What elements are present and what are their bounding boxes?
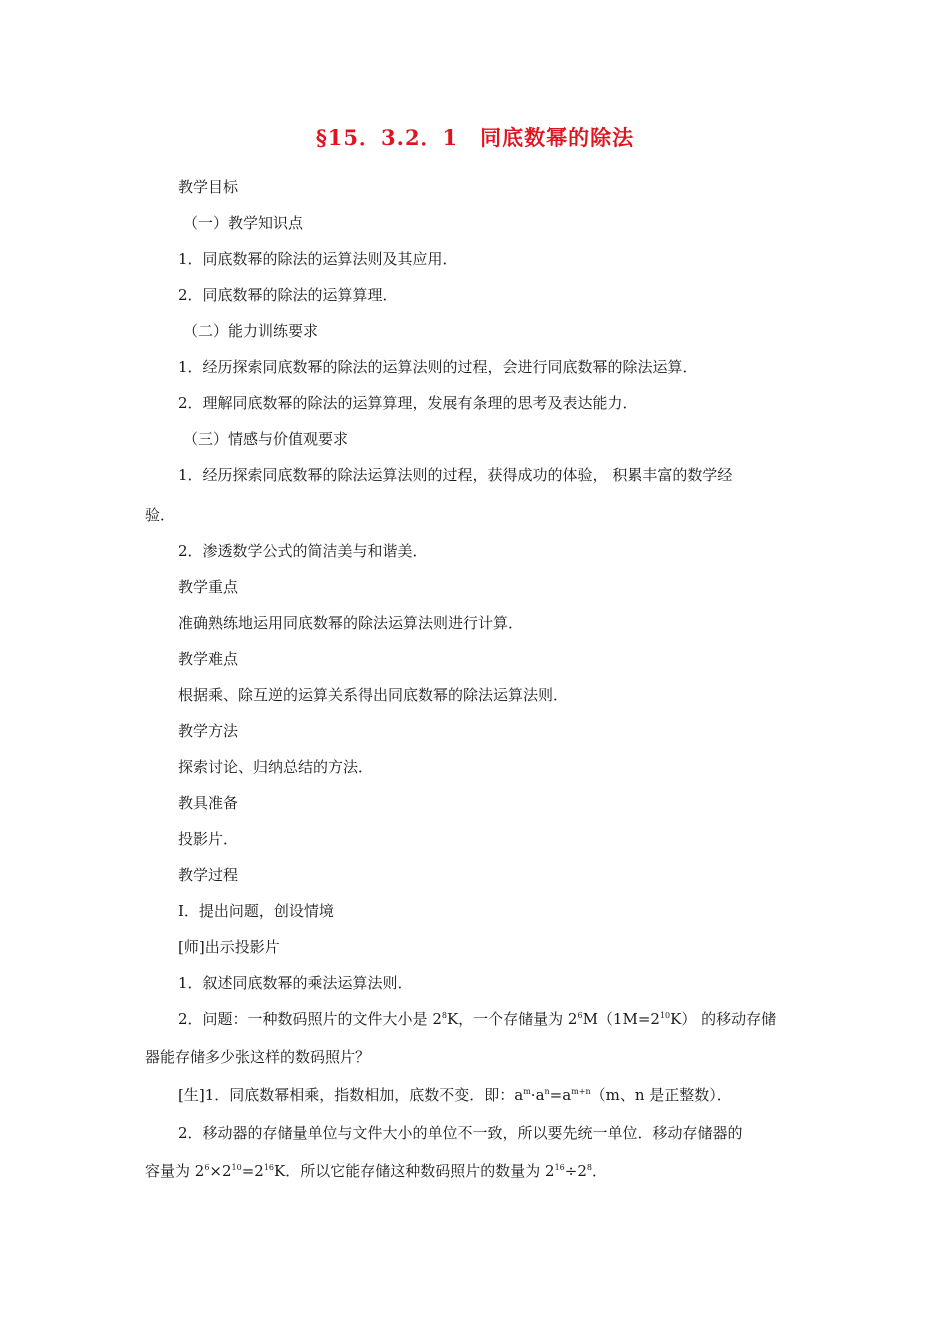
text-run: =a [549,1086,572,1104]
paragraph-line: 根据乘、除互逆的运算关系得出同底数幂的除法运算法则． [178,686,569,704]
subsection-heading: （二）能力训练要求 [183,322,319,340]
text-run: K） 的移动存储 [670,1010,777,1028]
paragraph-line: 器能存储多少张这样的数码照片？ [145,1048,371,1066]
text-run: ·a [530,1086,545,1104]
paragraph-line: 验． [145,506,176,524]
text-run: 容量为 2 [145,1162,205,1180]
list-item: 2．理解同底数幂的除法的运算算理，发展有条理的思考及表达能力． [178,394,638,412]
step-heading: Ⅰ．提出问题，创设情境 [178,902,334,920]
exponent: 16 [554,1163,565,1172]
exponent: 6 [577,1011,583,1020]
text-run: 2．问题：一种数码照片的文件大小是 2 [178,1010,442,1028]
exponent: 16 [263,1163,275,1172]
text-run: ×2 [209,1162,232,1180]
paragraph-line: [师]出示投影片 [178,938,280,956]
exponent: 10 [231,1163,242,1172]
section-heading: 教学目标 [178,178,239,196]
section-heading: 教学过程 [178,866,239,884]
list-item: 1．经历探索同底数幂的除法的运算法则的过程，会进行同底数幂的除法运算． [178,358,698,376]
list-item: 2．渗透数学公式的简洁美与和谐美． [178,542,428,560]
paragraph-line: 探索讨论、归纳总结的方法． [178,758,374,776]
document-title: §15．3.2．1 同底数幂的除法 [315,125,635,150]
paragraph-line: 准确熟练地运用同底数幂的除法运算法则进行计算． [178,614,524,632]
section-heading: 教学难点 [178,650,239,668]
section-heading: 教学重点 [178,578,239,596]
text-run: K．所以它能存储这种数码照片的数量为 2 [274,1162,555,1180]
list-item: 1．同底数幂的除法的运算法则及其应用． [178,250,458,268]
section-heading: 教学方法 [178,722,239,740]
list-item: 2．同底数幂的除法的运算算理． [178,286,398,304]
exponent: 8 [441,1011,447,1020]
exponent: m [523,1087,531,1096]
paragraph-line: 2．移动器的存储量单位与文件大小的单位不一致，所以要先统一单位．移动存储器的 [178,1124,743,1142]
text-run: K，一个存储量为 2 [446,1010,578,1028]
text-run: （m、n 是正整数）． [590,1086,732,1104]
paragraph-line: 1．经历探索同底数幂的除法运算法则的过程，获得成功的体验， 积累丰富的数学经 [178,466,733,484]
question-line [178,1009,776,1029]
exponent: n [544,1087,550,1096]
subsection-heading: （一）教学知识点 [183,214,304,232]
text-run: ÷2 [564,1162,587,1180]
text-run: =2 [241,1162,264,1180]
paragraph-line: 投影片． [178,830,239,848]
text-run: M（1M=2 [582,1010,660,1028]
subsection-heading: （三）情感与价值观要求 [183,430,349,448]
exponent: 6 [204,1163,210,1172]
exponent: 10 [659,1011,671,1020]
text-run: [生]1．同底数幂相乘，指数相加，底数不变．即：a [178,1086,524,1104]
exponent: 8 [586,1163,592,1172]
text-run: ． [591,1162,607,1180]
section-heading: 教具准备 [178,794,239,812]
list-item: 1．叙述同底数幂的乘法运算法则． [178,974,413,992]
formula-line [145,1161,607,1181]
answer-line [178,1085,732,1105]
exponent: m+n [571,1087,591,1096]
